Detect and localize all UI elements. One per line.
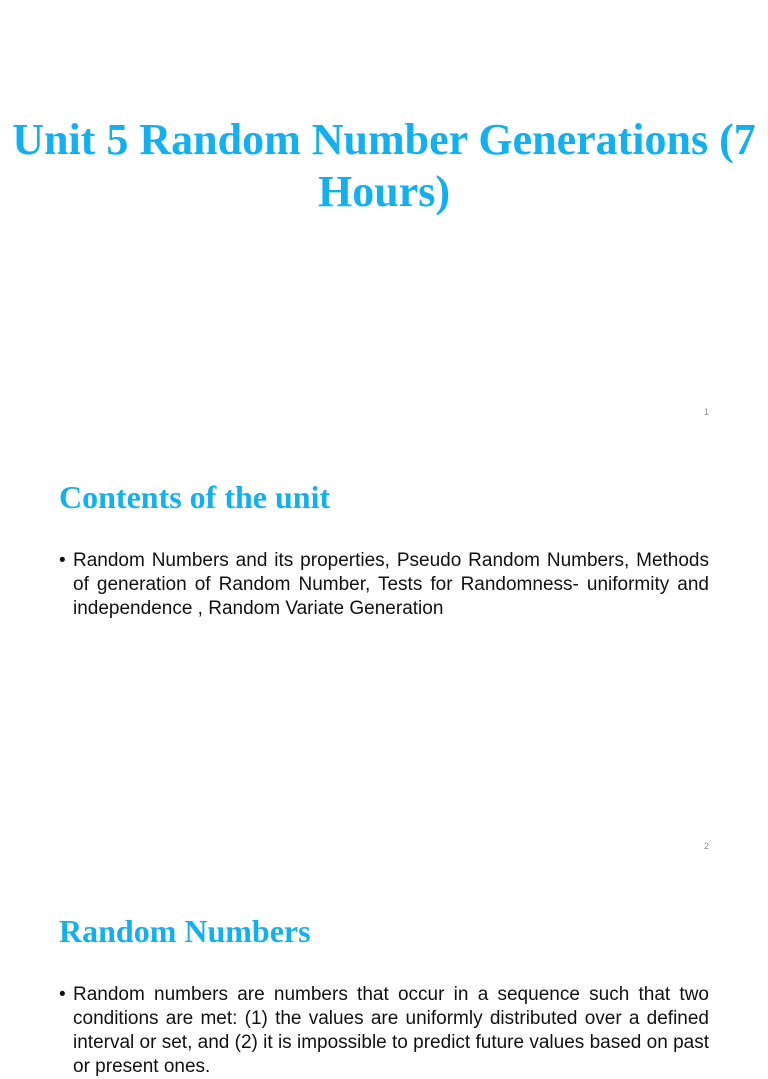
slide-1 (0, 0, 768, 432)
slide-title: Unit 5 Random Number Generations (7 Hours) (12, 115, 756, 216)
slide-number: 1 (703, 407, 709, 417)
bullet-icon: • (59, 550, 66, 571)
slide-2 (0, 434, 768, 866)
bullet-item (59, 983, 709, 1079)
bullet-text: Random Numbers and its properties, Pseudo Random Numbers, Methods of generation of Random Number, Tests for Randomness- uniformity and independence , Random Variate Generation (73, 550, 709, 619)
bullet-list (59, 549, 709, 621)
slide-3 (0, 868, 768, 1077)
slide-title: Contents of the unit (59, 479, 331, 515)
slide-title: Random Numbers (59, 913, 311, 949)
bullet-item (59, 549, 709, 621)
bullet-icon: • (59, 984, 66, 1005)
bullet-text: Random numbers are numbers that occur in a sequence such that two conditions are met: (1) the values are uniformly distributed over a defined interval or set, and (2) it is impossible to predict future values based on past or present ones. (73, 984, 709, 1077)
slide-number: 2 (703, 841, 709, 851)
bullet-list (59, 983, 709, 1079)
